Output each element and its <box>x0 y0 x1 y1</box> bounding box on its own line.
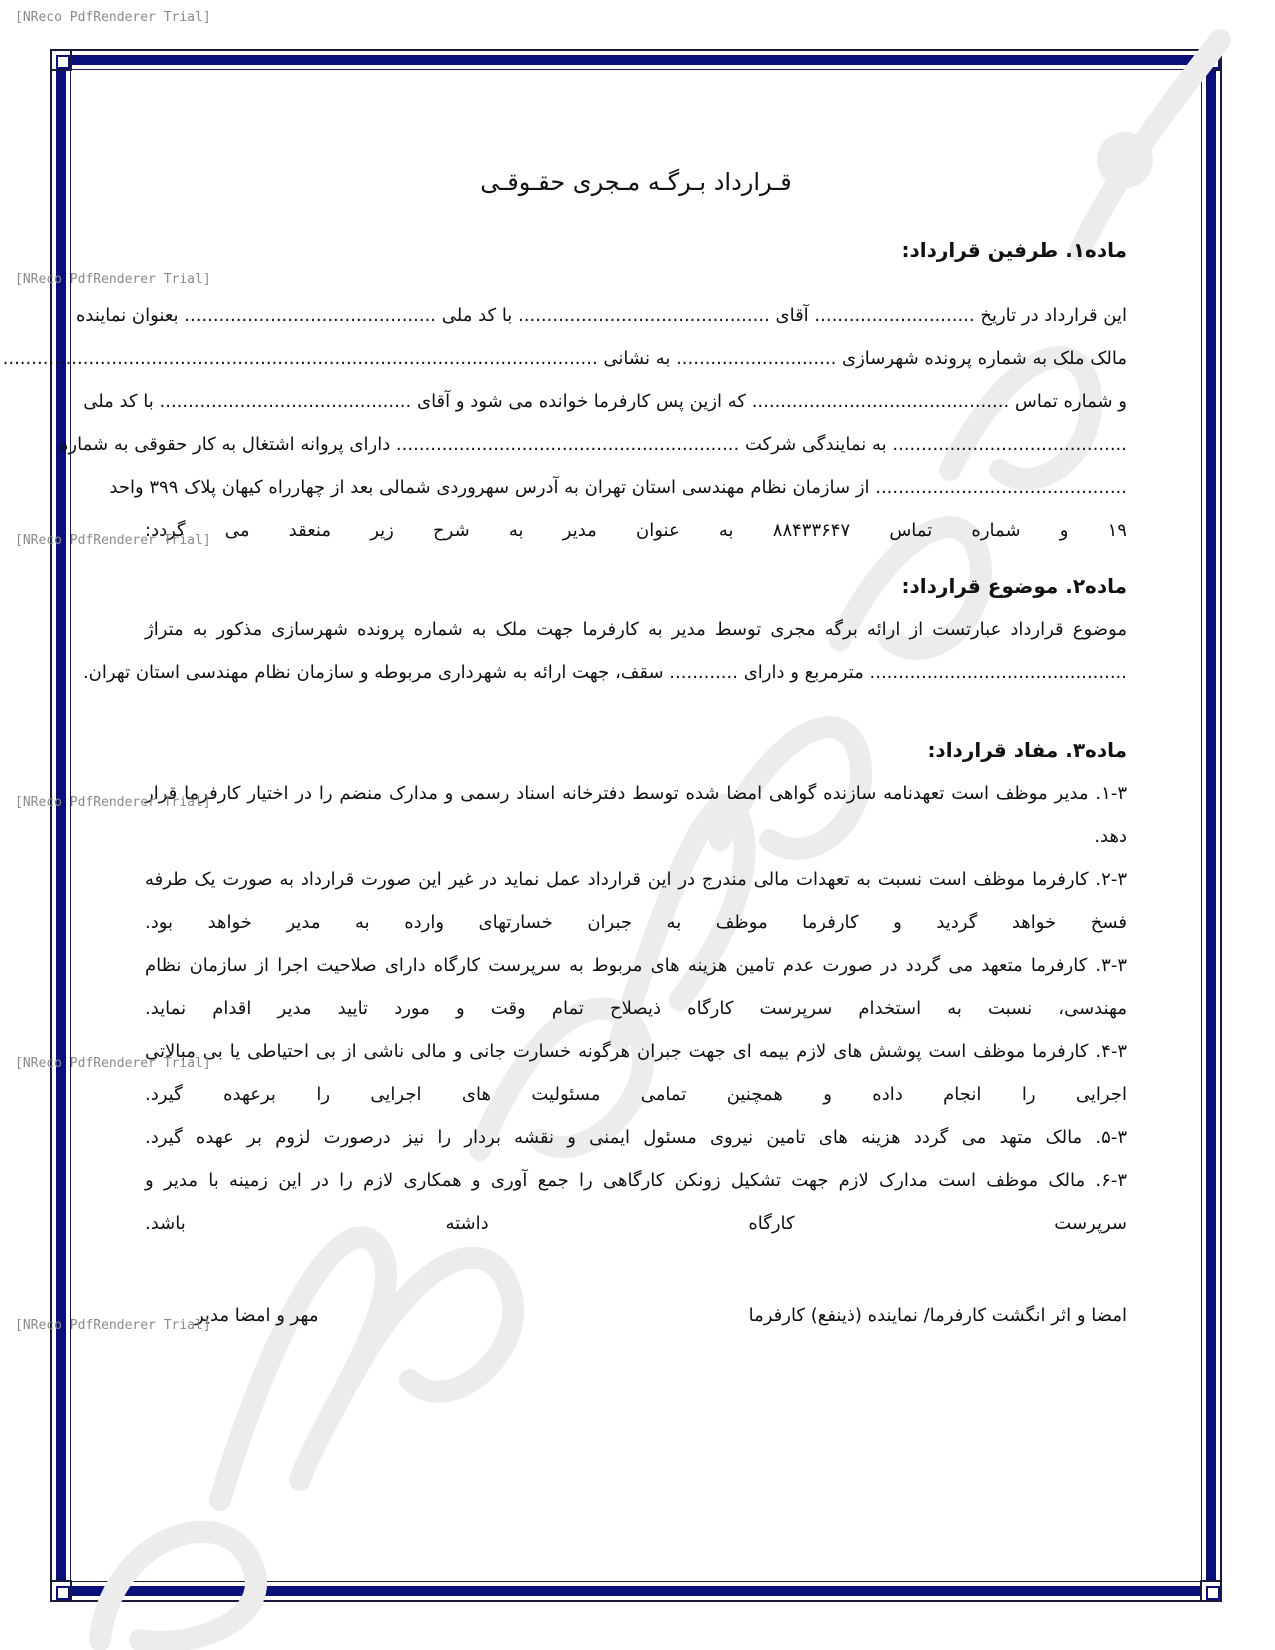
clause-line: ۴-۳. کارفرما موظف است پوشش های لازم بیمه ای جهت جبران هرگونه خسارت جانی و مالی ناشی از بی احتیاطی یا بی مبالاتی <box>145 1041 1127 1062</box>
document-title: قـرارداد بـرگـه مـجری حقـوقـی <box>480 168 792 196</box>
article-1-line: مالک ملک به شماره پرونده شهرسازی ............................ به نشانی ........................................................................................................ <box>2 348 1127 369</box>
clause-line: اجرایی را انجام داده و همچنین تمامی مسئولیت های اجرایی را برعهده گیرد. <box>145 1084 1127 1105</box>
client-signature-label: امضا و اثر انگشت کارفرما/ نماینده (ذینفع) کارفرما <box>748 1305 1127 1326</box>
trial-notice: [NReco PdfRenderer Trial] <box>15 1056 211 1071</box>
article-3-body <box>145 772 1127 1245</box>
clause-line: ۲-۳. کارفرما موظف است نسبت به تعهدات مالی مندرج در این قرارداد عمل نماید در غیر این صورت قرارداد به صورت یک طرفه <box>145 869 1127 890</box>
border-corner-ornament <box>1200 1580 1222 1602</box>
clause-line: ۳-۳. کارفرما متعهد می گردد در صورت عدم تامین هزینه های مربوط به سرپرست کارگاه دارای صلاحیت اجرا از سازمان نظام <box>145 955 1127 976</box>
trial-notice: [NReco PdfRenderer Trial] <box>15 533 211 548</box>
clause-line: مهندسی، نسبت به استخدام سرپرست کارگاه ذیصلاح تمام وقت و مورد تایید مدیر اقدام نماید. <box>145 998 1127 1019</box>
clause-line: فسخ خواهد گردید و کارفرما موظف به جبران خسارتهای وارده به مدیر خواهد بود. <box>145 912 1127 933</box>
trial-notice: [NReco PdfRenderer Trial] <box>15 1318 211 1333</box>
article-1-line: ۱۹ و شماره تماس ۸۸۴۳۳۶۴۷ به عنوان مدیر به شرح زیر منعقد می گردد: <box>145 520 1127 541</box>
trial-notice: [NReco PdfRenderer Trial] <box>15 795 211 810</box>
article-3-heading: ماده۳. مفاد قرارداد: <box>927 738 1127 762</box>
clause-line: ۱-۳. مدیر موظف است تعهدنامه سازنده گواهی امضا شده توسط دفترخانه اسناد رسمی و مدارک منضم را در اختیار کارفرما قرار <box>145 783 1127 804</box>
clause-line: دهد. <box>1094 826 1127 847</box>
article-2-body <box>82 608 1127 694</box>
border-corner-ornament <box>1200 49 1222 71</box>
trial-notice: [NReco PdfRenderer Trial] <box>15 10 211 25</box>
clause-line: سرپرست کارگاه داشته باشد. <box>145 1213 1127 1234</box>
article-1-line: ......................................... به نمایندگی شرکت ............................................................ دارای پروانه اشتغال به کار حقوقی به شماره <box>59 434 1127 455</box>
trial-notice: [NReco PdfRenderer Trial] <box>15 272 211 287</box>
clause-line: ۶-۳. مالک موظف است مدارک لازم جهت تشکیل زونکن کارگاهی را جمع آوری و همکاری لازم را در این زمینه با مدیر و <box>145 1170 1127 1191</box>
border-corner-ornament <box>50 49 72 71</box>
manager-signature-label: مهر و امضا مدیر <box>195 1305 319 1326</box>
clause-line: ۵-۳. مالک متهد می گردد هزینه های تامین نیروی مسئول ایمنی و نقشه بردار را نیز درصورت لزوم بر عهده گیرد. <box>145 1127 1127 1148</box>
article-2-line: موضوع قرارداد عبارتست از ارائه برگه مجری توسط مدیر به کارفرما جهت ملک به شماره پرونده شهرسازی مذکور به متراژ <box>145 619 1127 640</box>
article-1-line: ............................................ از سازمان نظام مهندسی استان تهران به آدرس سهروردی شمالی بعد از چهارراه کیهان پلاک ۳۹۹ واحد <box>109 477 1127 498</box>
article-2-heading: ماده۲. موضوع قرارداد: <box>901 574 1127 598</box>
article-2-line: ............................................. مترمربع و دارای ............ سقف، جهت ارائه به شهرداری مربوطه و سازمان نظام مهندسی استان تهران. <box>82 662 1127 683</box>
article-1-heading: ماده۱. طرفین قرارداد: <box>901 238 1127 262</box>
article-1-line: این قرارداد در تاریخ ............................ آقای ............................................ با کد ملی ............................................ بعنوان نماینده <box>75 305 1127 326</box>
border-corner-ornament <box>50 1580 72 1602</box>
article-1-line: و شماره تماس ............................................. که ازین پس کارفرما خوانده می شود و آقای ............................................ با کد ملی <box>83 391 1127 412</box>
